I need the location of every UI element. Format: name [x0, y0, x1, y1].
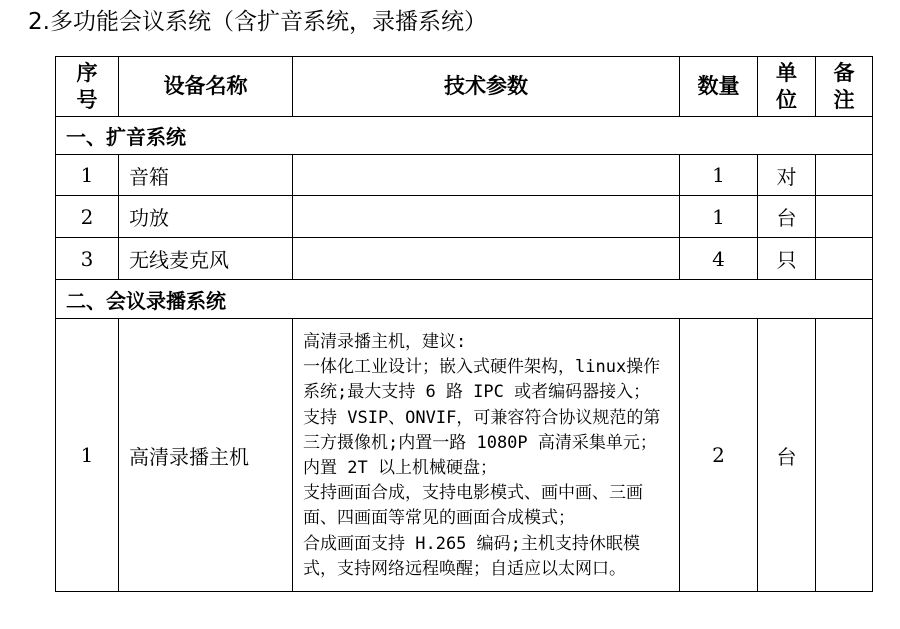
cell-params: [293, 319, 680, 592]
cell-unit: 台: [758, 319, 816, 592]
header-seq-line-2: 号: [76, 87, 98, 112]
header-name: 设备名称: [119, 57, 293, 117]
cell-seq: 1: [56, 319, 119, 592]
cell-remark: [816, 155, 873, 196]
cell-name: 无线麦克风: [119, 238, 293, 280]
cell-seq: 1: [56, 155, 119, 196]
header-params: 技术参数: [293, 57, 680, 117]
params-line: 高清录播主机，建议:: [303, 332, 467, 352]
cell-qty: 1: [680, 196, 758, 238]
cell-params: [293, 238, 680, 280]
header-qty: 数量: [680, 57, 758, 117]
header-remark-line-2: 注: [833, 87, 855, 112]
table-row: [56, 196, 873, 238]
header-remark-line-1: 备: [833, 60, 855, 85]
params-line: 一体化工业设计；嵌入式硬件架构，linux操作系统;最大支持 6 路 IPC 或者编码器接入；: [303, 357, 661, 403]
header-remark: [816, 57, 873, 117]
cell-name: 音箱: [119, 155, 293, 196]
document-heading: 2.多功能会议系统（含扩音系统，录播系统）: [28, 9, 487, 35]
section-row: [56, 117, 873, 155]
section-row: [56, 280, 873, 319]
cell-qty: 1: [680, 155, 758, 196]
header-seq: [56, 57, 119, 117]
header-unit-line-2: 位: [776, 87, 797, 112]
cell-params: [293, 196, 680, 238]
cell-qty: 2: [680, 319, 758, 592]
cell-qty: 4: [680, 238, 758, 280]
cell-unit: 台: [758, 196, 816, 238]
cell-remark: [816, 196, 873, 238]
header-unit-line-1: 单: [776, 60, 797, 85]
cell-name: 高清录播主机: [119, 319, 293, 592]
table-row: [56, 155, 873, 196]
equipment-table: [55, 56, 873, 592]
params-line: 支持画面合成，支持电影模式、画中画、三画面、四画面等常见的画面合成模式；: [303, 483, 643, 529]
cell-remark: [816, 238, 873, 280]
params-line: 支持 VSIP、ONVIF，可兼容符合协议规范的第三方摄像机;内置一路 1080P 高清采集单元；内置 2T 以上机械硬盘；: [303, 407, 661, 479]
cell-params: [293, 155, 680, 196]
header-unit: [758, 57, 816, 117]
table-row: [56, 319, 873, 592]
section-title-amplification: 一、扩音系统: [56, 117, 873, 155]
table-header-row: [56, 57, 873, 117]
cell-unit: 只: [758, 238, 816, 280]
cell-remark: [816, 319, 873, 592]
section-title-recording: 二、会议录播系统: [56, 280, 873, 319]
cell-name: 功放: [119, 196, 293, 238]
cell-seq: 3: [56, 238, 119, 280]
cell-seq: 2: [56, 196, 119, 238]
table-row: [56, 238, 873, 280]
params-line: 合成画面支持 H.265 编码;主机支持休眠模式，支持网络远程唤醒；自适应以太网口。: [303, 533, 640, 579]
cell-unit: 对: [758, 155, 816, 196]
header-seq-line-1: 序: [76, 60, 98, 85]
